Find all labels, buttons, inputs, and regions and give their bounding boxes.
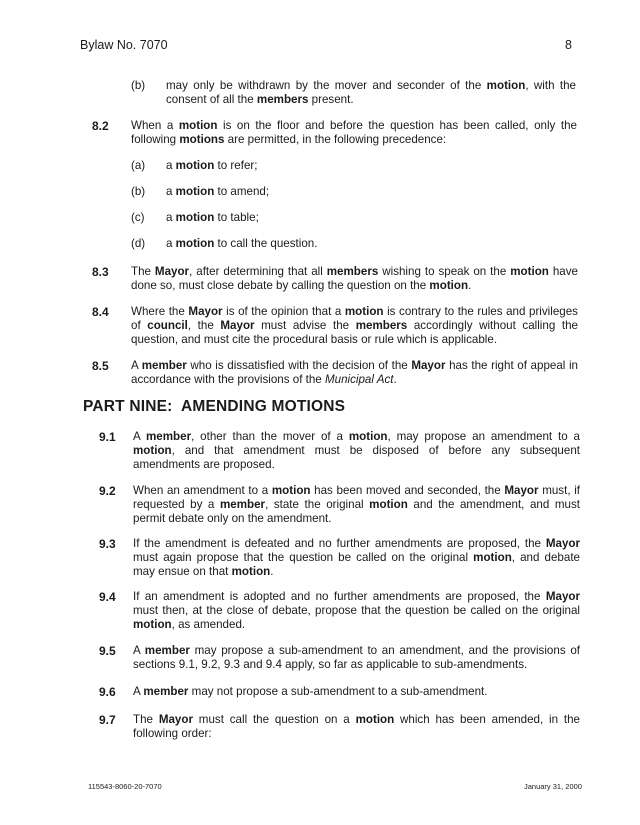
text-run: must advise the [254,319,356,333]
bold-term: motion [175,159,215,172]
bold-term: Mayor [154,265,190,278]
bold-term: council [147,319,188,333]
text-run: , as amended. [171,618,246,632]
text-run: . [270,565,274,579]
text-run: wishing to speak on the [378,265,511,278]
text-run: , and debate may ensue on that [133,551,580,579]
item-label: (c) [131,211,145,224]
text-run: , after determining that all [189,265,327,278]
section-number: 9.2 [99,484,116,498]
section-heading: PART NINE: AMENDING MOTIONS [83,398,346,415]
bold-term: motion [175,237,215,250]
section-number: 9.1 [99,430,116,444]
section-text [133,537,580,580]
text-run: has the right of appeal in accordance with the provisions of the [131,359,578,387]
text-run: is of the opinion that a [222,305,345,318]
text-run: who is dissatisfied with the decision of the [186,359,412,372]
section-number: 9.7 [99,713,116,727]
text-run: to call the question. [214,237,318,250]
bold-term: members [256,93,309,107]
text-run: must call the question on a [192,713,356,726]
text-run: a [166,237,176,250]
bold-term: motion [369,498,408,512]
section-text [133,484,580,527]
text-run: must, if requested by a [133,484,580,512]
text-run: A [133,685,144,698]
section-number: 8.4 [92,305,109,319]
text-run: . [393,373,397,387]
bold-term: motion [429,279,469,293]
bold-term: motion [510,265,549,278]
item-label: (b) [131,79,146,92]
item-text [166,79,576,107]
header-doc-title: Bylaw No. 7070 [80,38,168,52]
text-run: , other than the mover of a [191,430,349,443]
text-run: to table; [214,211,259,224]
item-label: (d) [131,237,146,250]
bold-term: member [141,359,187,372]
section-number: 8.2 [92,119,109,133]
bold-term: motion [486,79,526,92]
bold-term: motion [175,211,215,224]
item-text [166,211,259,224]
section-number: 9.6 [99,685,116,699]
section-text [133,685,580,699]
text-run: A [133,430,146,443]
bold-term: motion [348,430,388,443]
header-page-number: 8 [565,38,572,52]
footer-date: January 31, 2000 [524,782,582,791]
text-run: A [133,644,145,657]
bold-term: motion [175,185,215,198]
bold-term: Mayor [545,590,580,603]
bold-term: member [144,644,190,657]
text-run: The [131,265,155,278]
text-run: present. [308,93,354,107]
item-label: (a) [131,159,146,172]
text-run: Where the [131,305,189,318]
item-text [166,237,317,250]
section-number: 8.3 [92,265,109,279]
footer-doc-code: 115543-8060-20-7070 [88,782,162,791]
text-run: may not propose a sub-amendment to a sub-amendment. [188,685,488,698]
text-run: , state the original [265,498,370,512]
section-text [133,590,580,633]
bold-term: Mayor [411,359,446,372]
text-run: A [131,359,142,372]
bold-term: motion [231,565,271,579]
section-text [133,644,580,672]
bold-term: motion [133,444,172,458]
bold-term: motions [179,133,225,147]
bold-term: motion [271,484,311,497]
text-run: , the [187,319,221,333]
section-number: 9.4 [99,590,116,604]
text-run: The [133,713,159,726]
text-run: may propose a sub-amendment to an amendment, and the provisions of sections 9.1, 9.2, 9.3 and 9.4 apply, so far as applicable to sub-amendments. [133,644,580,672]
text-run: which has been amended, in the following order: [133,713,580,741]
italic-term: Municipal Act [324,373,394,387]
bold-term: Mayor [220,319,255,333]
bold-term: member [143,685,189,698]
bold-term: members [326,265,379,278]
text-run: . [468,279,472,293]
bold-term: members [355,319,408,333]
section-number: 8.5 [92,359,109,373]
section-text [131,305,578,348]
text-run: has been moved and seconded, the [310,484,505,497]
item-text [166,159,257,172]
bold-term: motion [344,305,384,318]
text-run: When a [131,119,179,132]
text-run: is contrary to the rules and privileges of [131,305,578,333]
text-run: are permitted, in the following precedence: [224,133,447,147]
item-label: (b) [131,185,146,198]
text-run: must again propose that the question be called on the original [133,551,474,565]
bold-term: member [145,430,192,443]
text-run: to refer; [214,159,258,172]
text-run: to amend; [214,185,270,198]
section-text [133,713,580,741]
text-run: a [166,159,176,172]
text-run: a [166,185,176,198]
section-text [131,119,577,147]
section-number: 9.3 [99,537,116,551]
text-run: , may propose an amendment to a [387,430,580,443]
bold-term: Mayor [545,537,580,550]
text-run: When an amendment to a [133,484,272,497]
text-run: , with the consent of all the [166,79,576,107]
bold-term: member [219,498,266,512]
text-run: must then, at the close of debate, propose that the question be called on the original [133,604,580,618]
item-text [166,185,269,198]
text-run: have done so, must close debate by calling the question on the [131,265,578,293]
section-number: 9.5 [99,644,116,658]
text-run: is on the floor and before the question has been called, only the following [131,119,577,147]
text-run: may only be withdrawn by the mover and seconder of the [166,79,487,92]
text-run: a [166,211,176,224]
bold-term: motion [133,618,172,632]
text-run: and the amendment, and must permit debate only on the amendment. [133,498,580,526]
bold-term: motion [178,119,218,132]
bold-term: motion [355,713,395,726]
bold-term: Mayor [188,305,223,318]
text-run: If an amendment is adopted and no further amendments are proposed, the [133,590,546,603]
bold-term: Mayor [158,713,193,726]
section-text [131,359,578,387]
text-run: If the amendment is defeated and no further amendments are proposed, the [133,537,546,550]
bold-term: Mayor [504,484,539,497]
text-run: accordingly without calling the question, and must cite the procedural basis or rule which is applicable. [131,319,578,347]
text-run: , and that amendment must be disposed of before any subsequent amendments are proposed. [133,444,580,472]
section-text [131,265,578,293]
bold-term: motion [473,551,512,565]
section-text [133,430,580,473]
